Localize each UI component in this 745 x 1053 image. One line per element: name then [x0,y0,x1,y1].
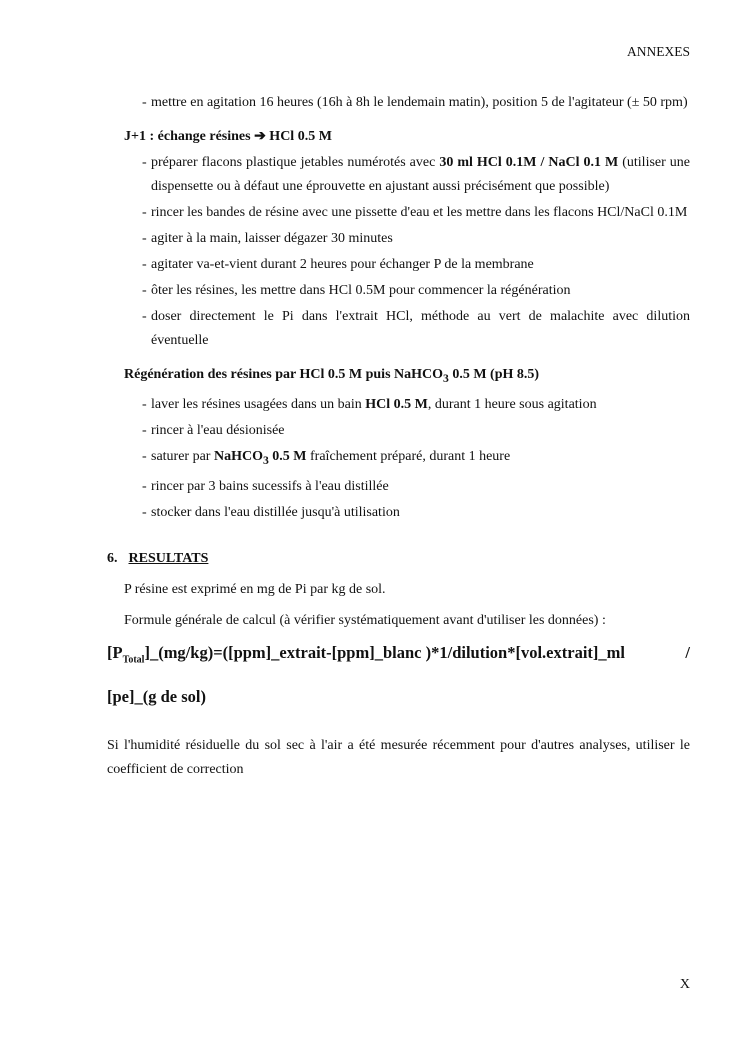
exchange-heading: J+1 : échange résines ➔ HCl 0.5 M [124,129,332,144]
list-item [107,393,690,417]
bold-subscript: 3 [262,453,269,467]
list-item-text-post: , durant 1 heure sous agitation [427,396,597,412]
bullet-dash: - [142,396,147,412]
list-item-text: rincer les bandes de résine avec une pissette d'eau et les mettre dans les flacons HCl/NaCl 0.1M [151,205,688,220]
bullet-dash: - [142,257,147,272]
list-item [107,201,690,225]
formula-p: [P [107,642,123,662]
list-item-text: rincer à l'eau désionisée [151,422,285,438]
bullet-dash: - [142,283,147,298]
list-item [107,151,690,199]
heading-text: Régénération des résines par HCl 0.5 M puis NaHCO [124,367,444,382]
list-item-text: ôter les résines, les mettre dans HCl 0.5M pour commencer la régénération [151,283,571,298]
list-item-text-pre: laver les résines usagées dans un bain [151,396,366,412]
paragraph: Formule générale de calcul (à vérifier systématiquement avant d'utiliser les données) : [124,612,606,628]
formula-line-1 [107,635,690,677]
list-item [107,445,690,473]
bullet-dash: - [142,309,147,324]
formula-line-2 [107,679,690,714]
formula-slash: / [685,642,690,662]
list-item [107,279,690,303]
list-item-text-bold: HCl 0.5 M [365,396,428,412]
list-item-text: mettre en agitation 16 heures (16h à 8h le lendemain matin), position 5 de l'agitateur (± 50 rpm) [151,95,688,110]
list-item [107,305,690,353]
list-item [107,253,690,277]
list-item-text-pre: saturer par [151,448,214,464]
formula-main: ]_(mg/kg)=([ppm]_extrait-[ppm]_blanc )*1/dilution*[vol.extrait]_ml [144,642,625,662]
list-item-text-bold [213,448,307,467]
formula-text [107,635,625,677]
list-item-text-bold: 30 ml HCl 0.1M / NaCl 0.1 M [439,155,619,170]
section-title: RESULTATS [128,550,209,566]
list-item-text-pre: préparer flacons plastique jetables numérotés avec [151,155,440,170]
list-item [107,501,690,525]
list-item-text: doser directement le Pi dans l'extrait HCl, méthode au vert de malachite avec dilution éventuelle [151,309,690,348]
paragraph: P résine est exprimé en mg de Pi par kg de sol. [124,581,386,597]
bold-text-post: 0.5 M [268,448,307,464]
closing-paragraph: Si l'humidité résiduelle du sol sec à l'air a été mesurée récemment pour d'autres analyses, utiliser le coefficient de correction [107,737,690,777]
section-number: 6. [107,550,118,566]
regeneration-heading [107,363,690,391]
page-number: X [679,977,690,992]
bullet-dash: - [142,231,147,246]
list-item-text: rincer par 3 bains sucessifs à l'eau distillée [151,478,389,494]
list-item [107,419,690,443]
list-item [107,91,690,115]
bold-text: NaHCO [213,448,263,464]
list-item-text: agiter à la main, laisser dégazer 30 minutes [151,231,393,246]
list-item-text-post: (utiliser une dispensette ou à défaut une éprouvette en ajustant aussi précisément que possible) [151,155,690,194]
bullet-dash: - [142,95,147,110]
list-item-text-post: fraîchement préparé, durant 1 heure [306,448,511,464]
list-item [107,227,690,251]
formula-denominator: [pe]_(g de sol) [107,686,206,706]
list-item-text: stocker dans l'eau distillée jusqu'à utilisation [151,504,400,520]
bullet-dash: - [142,448,147,464]
list-item [107,475,690,499]
list-item-text: agitater va-et-vient durant 2 heures pour échanger P de la membrane [151,257,534,272]
bullet-dash: - [142,205,147,220]
bullet-dash: - [142,478,147,494]
section-heading [107,547,690,571]
heading-text-post: 0.5 M (pH 8.5) [448,367,540,382]
page-content [107,91,690,782]
bullet-dash: - [142,155,147,170]
bullet-dash: - [142,422,147,438]
heading-subscript: 3 [443,371,449,385]
running-header: ANNEXES [627,44,690,59]
bullet-dash: - [142,504,147,520]
formula-subscript: Total [122,653,145,665]
